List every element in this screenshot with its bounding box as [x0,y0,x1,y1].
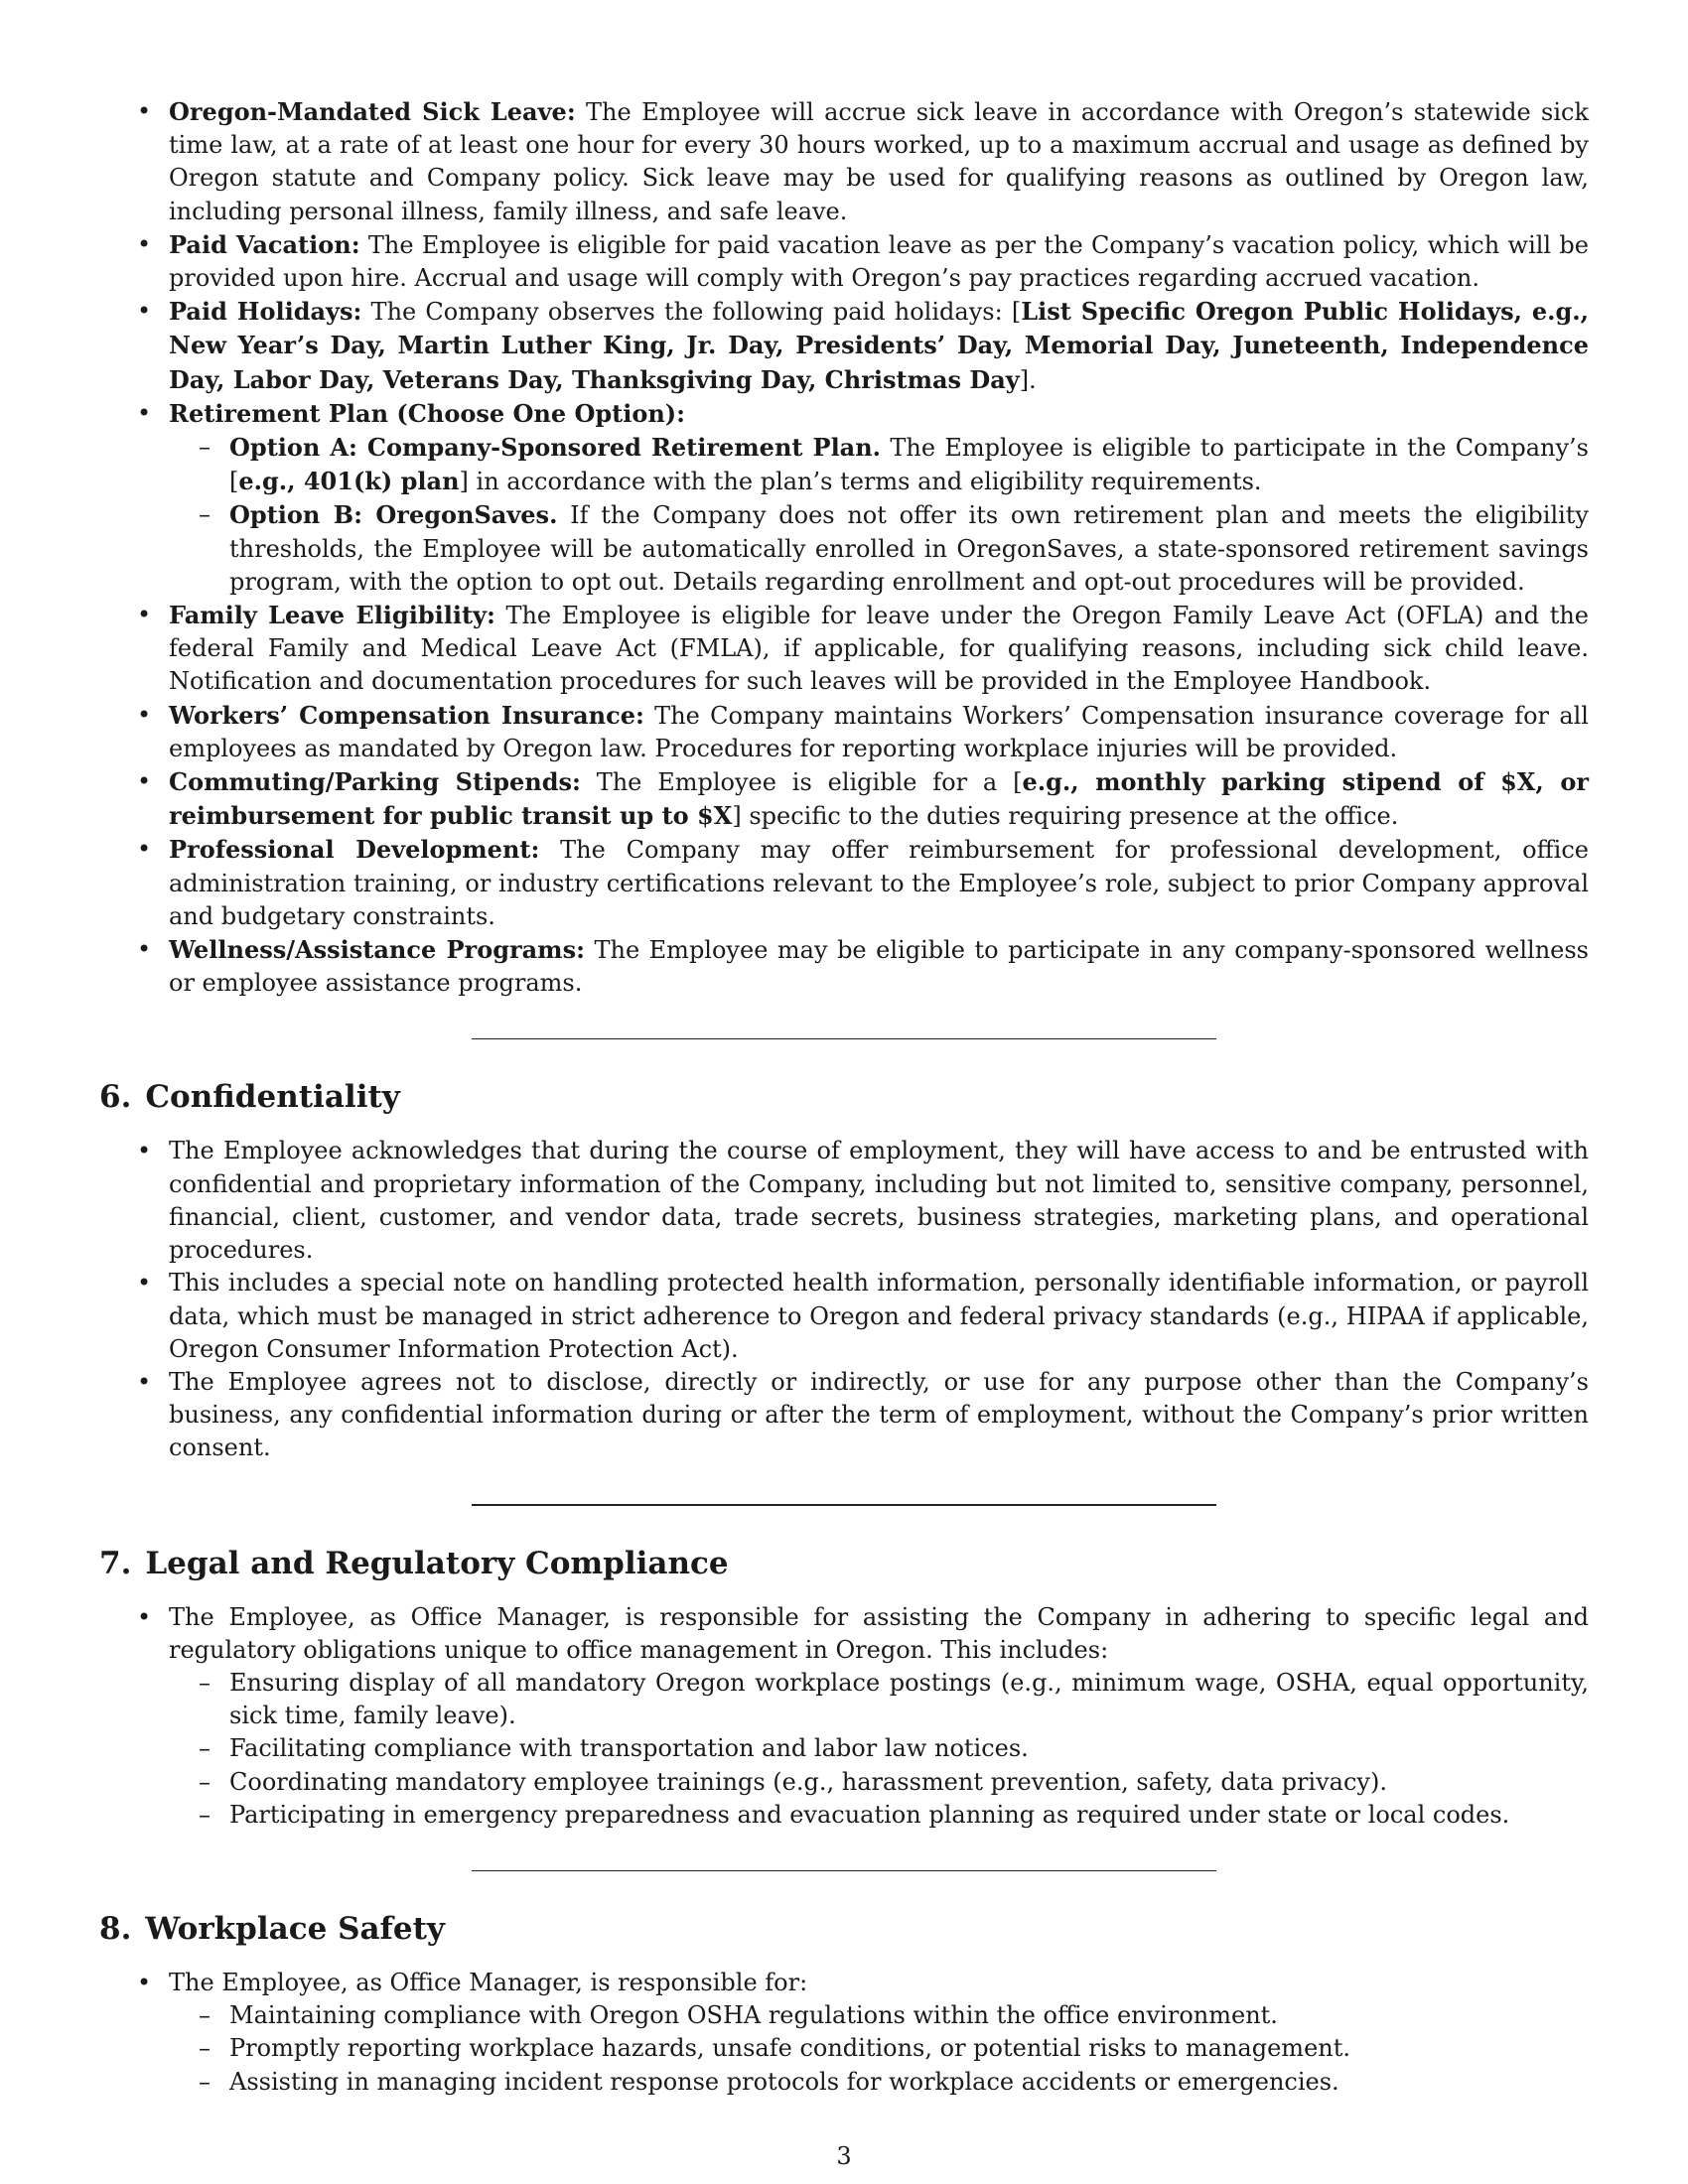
item-label: Family Leave Eligibility: [169,601,495,630]
section-title: Confidentiality [145,1079,400,1116]
compliance-sublist [169,1667,1589,1832]
section-heading-compliance [99,1544,1589,1583]
section-title: Workplace Safety [145,1910,445,1947]
option-text: ] in accordance with the plan’s terms and eligibility requirements. [459,468,1262,496]
benefits-list [99,95,1589,1000]
item-label: Paid Holidays: [169,297,362,327]
list-item: • This includes a special note on handling protected health information, personally identifiable information, or payroll data, which must be managed in strict adherence to Oregon and federal privacy standards (e.g., HIPAA if applicable, Oregon Consumer Information Protection Act). [99,1267,1589,1366]
document-page [99,95,1589,2099]
item-text: The Employee is eligible for a [ [580,768,1023,797]
section-number: 8. [99,1910,132,1947]
list-item-retirement [99,397,1589,599]
item-text: ] specific to the duties requiring presence at the office. [732,802,1399,831]
stipend-placeholder: e.g., monthly parking stipend of $X, or reimbursement for public transit up to $X [169,767,1589,831]
option-label: Option A: Company-Sponsored Retirement Plan. [229,433,882,463]
item-text: The Employee may be eligible to participate in any company-sponsored wellness or employee assistance programs. [169,936,1590,998]
sub-list-item: – Facilitating compliance with transportation and labor law notices. [169,1732,1589,1765]
list-item [99,1601,1589,1832]
list-item-sick-leave [99,95,1589,228]
option-text: If the Company does not offer its own retirement plan and meets the eligibility thresholds, the Employee will be automatically enrolled in OregonSaves, a state-sponsored retirement savings program, with the option to opt out. Details regarding enrollment and opt-out procedures will be provided. [229,501,1589,596]
option-a [169,431,1589,498]
option-text: The Employee is eligible to participate in the Company’s [ [229,434,1589,496]
option-b [169,498,1589,599]
list-item [99,1967,1589,2099]
section-number: 6. [99,1079,132,1116]
retirement-options [169,431,1589,599]
page-number: 3 [836,2142,852,2170]
item-text: The Employee will accrue sick leave in accordance with Oregon’s statewide sick time law, at a rate of at least one hour for every 30 hours worked, up to a maximum accrual and usage as defined by Oregon statute and Company policy. Sick leave may be used for qualifying reasons as outlined by Oregon law, including personal illness, family illness, and safe leave. [169,98,1589,225]
option-label: Option B: OregonSaves. [229,500,558,530]
sub-list-item: – Ensuring display of all mandatory Oregon workplace postings (e.g., minimum wage, OSHA, equal opportunity, sick time, family leave). [169,1667,1589,1732]
section-title: Legal and Regulatory Compliance [145,1545,729,1581]
list-item-vacation [99,228,1589,295]
item-label: Wellness/Assistance Programs: [169,935,585,965]
list-item-commuting [99,765,1589,833]
item-label: Workers’ Compensation Insurance: [169,700,644,730]
sub-list-item: – Assisting in managing incident response protocols for workplace accidents or emergencies. [169,2066,1589,2099]
compliance-list [99,1601,1589,1832]
item-label: Retirement Plan (Choose One Option): [169,398,686,428]
section-divider [472,1870,1216,1871]
item-text: The Employee is eligible for paid vacation leave as per the Company’s vacation policy, which will be provided upon hire. Accrual and usage will comply with Oregon’s pay practices regarding accrued vacation. [169,230,1590,293]
sub-list-item: – Participating in emergency preparedness and evacuation planning as required under state or local codes. [169,1799,1589,1832]
item-text: The Employee, as Office Manager, is responsible for assisting the Company in adhering to specific legal and regulatory obligations unique to office management in Oregon. This includes: [169,1602,1589,1664]
safety-list [99,1967,1589,2099]
list-item: • The Employee agrees not to disclose, directly or indirectly, or use for any purpose other than the Company’s business, any confidential information during or after the term of employment, without the Company’s prior written consent. [99,1366,1589,1465]
section-divider [472,1504,1216,1506]
sub-list-item: – Promptly reporting workplace hazards, unsafe conditions, or potential risks to management. [169,2032,1589,2065]
item-label: Professional Development: [169,835,540,865]
section-number: 7. [99,1545,132,1581]
item-text: The Company may offer reimbursement for professional development, office administration training, or industry certifications relevant to the Employee’s role, subject to prior Company approval and budgetary constraints. [169,836,1589,930]
item-text: The Employee, as Office Manager, is responsible for: [169,1968,808,1996]
list-item-professional-development [99,833,1589,933]
item-label: Commuting/Parking Stipends: [169,767,581,797]
list-item: • The Employee acknowledges that during the course of employment, they will have access to and be entrusted with confidential and proprietary information of the Company, including but not limited to, sensitive company, personnel, financial, client, customer, and vendor data, trade secrets, business strategies, marketing plans, and operational procedures. [99,1135,1589,1267]
confidentiality-list [99,1135,1589,1464]
plan-placeholder: e.g., 401(k) plan [238,467,460,496]
holiday-list-placeholder: List Specific Oregon Public Holidays, e.g., New Year’s Day, Martin Luther King, Jr. Day, Presidents’ Day, Memorial Day, Juneteenth, Independence Day, Labor Day, Veterans Day, Thanksgiving Day, Christmas Day [169,297,1590,394]
list-item-holidays [99,295,1589,397]
safety-sublist [169,1999,1589,2099]
item-label: Paid Vacation: [169,229,360,259]
item-text: The Company maintains Workers’ Compensation insurance coverage for all employees as mandated by Oregon law. Procedures for reporting workplace injuries will be provided. [169,701,1589,762]
item-label: Oregon-Mandated Sick Leave: [169,97,576,126]
section-heading-workplace-safety [99,1909,1589,1949]
section-heading-confidentiality [99,1077,1589,1117]
sub-list-item: – Maintaining compliance with Oregon OSHA regulations within the office environment. [169,1999,1589,2032]
sub-list-item: – Coordinating mandatory employee trainings (e.g., harassment prevention, safety, data privacy). [169,1766,1589,1799]
item-text: ]. [1019,365,1037,394]
section-divider [472,1038,1216,1039]
list-item-family-leave [99,599,1589,699]
item-text: The Company observes the following paid holidays: [ [361,298,1022,327]
list-item-wellness [99,933,1589,1000]
list-item-workers-comp [99,699,1589,765]
item-text: The Employee is eligible for leave under the Oregon Family Leave Act (OFLA) and the federal Family and Medical Leave Act (FMLA), if applicable, for qualifying reasons, including sick child leave. Notification and documentation procedures for such leaves will be provided in the Employee Handbook. [169,602,1590,696]
